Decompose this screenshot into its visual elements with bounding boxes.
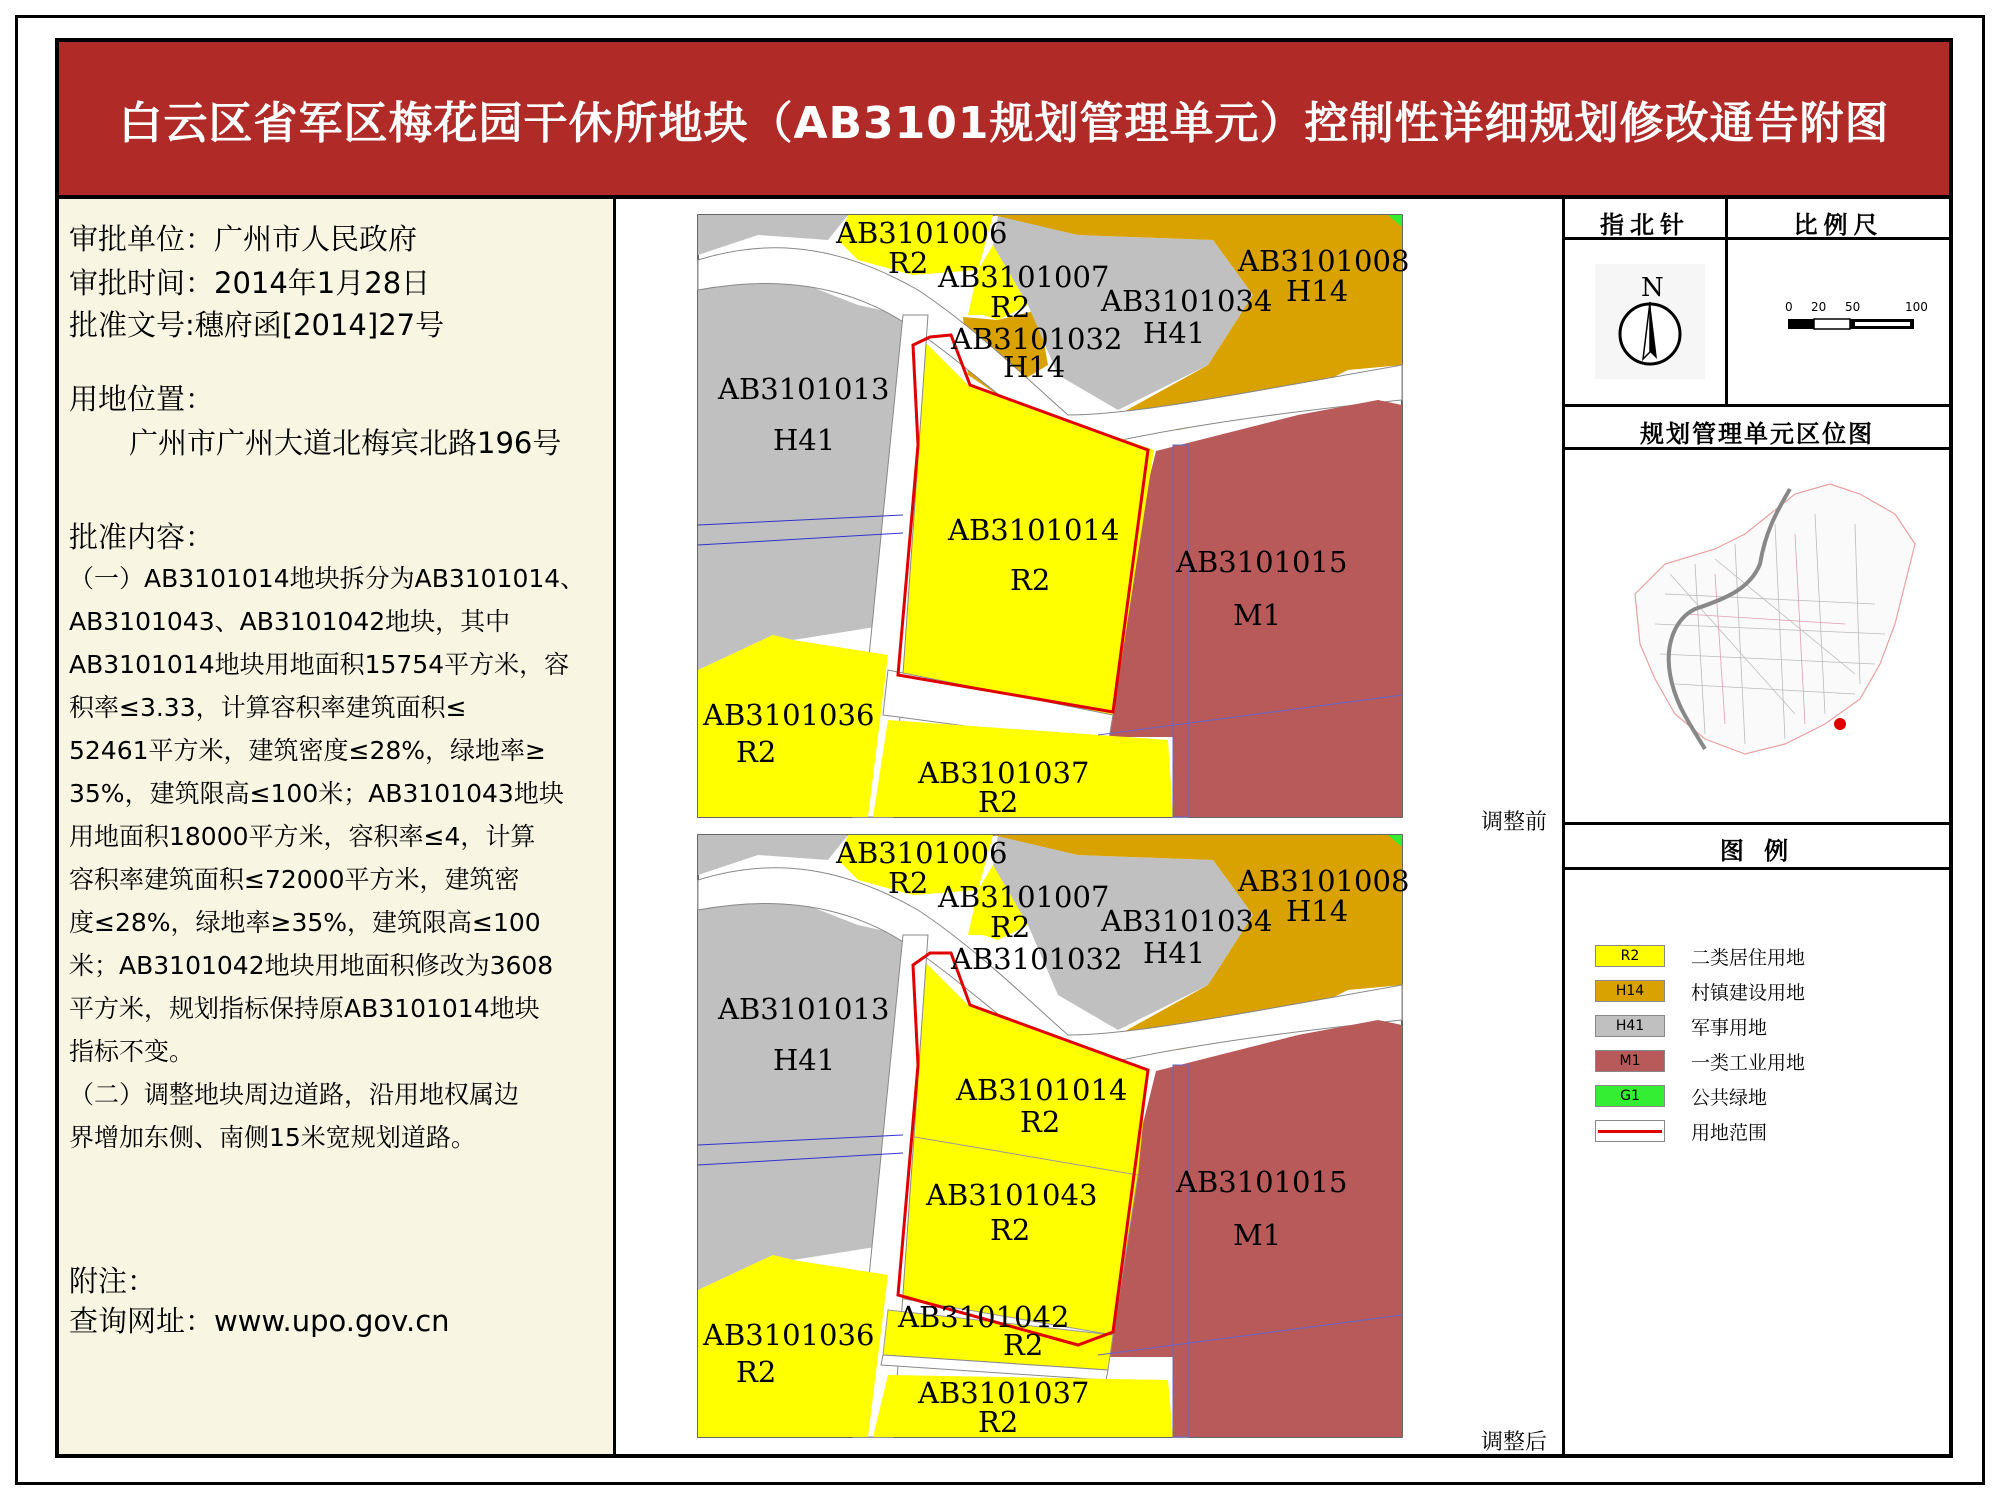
label-ab3101034-use: H41 bbox=[1143, 936, 1206, 970]
label-ab3101013-use: H41 bbox=[773, 1043, 836, 1077]
note-url: 查询网址：www.upo.gov.cn bbox=[69, 1304, 450, 1338]
legend-swatch-m1: M1 bbox=[1595, 1050, 1665, 1072]
label-ab3101032-use: H14 bbox=[1003, 350, 1066, 384]
label-ab3101037: AB3101037 bbox=[918, 756, 1090, 790]
content-line: 指标不变。 bbox=[69, 1037, 195, 1066]
label-ab3101042: AB3101042 bbox=[898, 1300, 1070, 1334]
header-rule bbox=[1565, 237, 1949, 240]
label-ab3101036: AB3101036 bbox=[703, 698, 875, 732]
label-ab3101006-use: R2 bbox=[888, 866, 929, 900]
label-ab3101034: AB3101034 bbox=[1101, 904, 1273, 938]
label-ab3101042-use: R2 bbox=[1003, 1328, 1044, 1362]
label-ab3101007: AB3101007 bbox=[938, 260, 1110, 294]
label-ab3101008-use: H14 bbox=[1286, 894, 1349, 928]
label-ab3101037-use: R2 bbox=[978, 1405, 1019, 1439]
label-ab3101008-use: H14 bbox=[1286, 274, 1349, 308]
label-ab3101036-use: R2 bbox=[736, 735, 777, 769]
legend-item-r2 bbox=[1595, 944, 1805, 968]
map-before bbox=[698, 215, 1410, 819]
legend-rule-bottom bbox=[1565, 867, 1949, 870]
label-ab3101015: AB3101015 bbox=[1176, 1165, 1348, 1199]
content-line: 容积率建筑面积≤72000平方米，建筑密 bbox=[69, 865, 520, 894]
content-label: 批准内容： bbox=[69, 520, 215, 554]
label-ab3101013: AB3101013 bbox=[718, 372, 890, 406]
legend-swatch-boundary bbox=[1595, 1120, 1665, 1142]
legend-label-boundary: 用地范围 bbox=[1691, 1121, 1768, 1144]
label-ab3101007-use: R2 bbox=[990, 290, 1031, 324]
map-sheet bbox=[55, 38, 1953, 1458]
label-ab3101036-use: R2 bbox=[736, 1355, 777, 1389]
boundary-line-sample bbox=[1598, 1130, 1662, 1133]
label-ab3101008: AB3101008 bbox=[1238, 244, 1410, 278]
legend-swatch-h14: H14 bbox=[1595, 980, 1665, 1002]
note-label: 附注： bbox=[69, 1264, 157, 1298]
label-ab3101015-use: M1 bbox=[1233, 1218, 1282, 1252]
north-header: 指北针 bbox=[1600, 211, 1690, 239]
legend-swatch-r2: R2 bbox=[1595, 945, 1665, 967]
legend-swatch-g1: G1 bbox=[1595, 1085, 1665, 1107]
road-m1-vertical bbox=[1173, 1065, 1188, 1437]
label-ab3101013-use: H41 bbox=[773, 423, 836, 457]
legend-label-g1: 公共绿地 bbox=[1691, 1086, 1768, 1109]
approval-doc: 批准文号:穗府函[2014]27号 bbox=[69, 308, 445, 342]
content-line: 52461平方米，建筑密度≤28%，绿地率≥ bbox=[69, 736, 546, 765]
content-line: AB3101014地块用地面积15754平方米，容 bbox=[69, 650, 570, 679]
title-bar bbox=[59, 42, 1949, 199]
content-line: 度≤28%，绿地率≥35%，建筑限高≤100 bbox=[69, 908, 541, 937]
label-ab3101037-use: R2 bbox=[978, 785, 1019, 819]
sheet-title: 白云区省军区梅花园干休所地块（AB3101规划管理单元）控制性详细规划修改通告附图 bbox=[118, 97, 1890, 149]
parcel-ab3101013 bbox=[698, 890, 903, 1290]
north-letter: N bbox=[1641, 273, 1664, 303]
map-after bbox=[698, 835, 1410, 1439]
approval-time: 审批时间：2014年1月28日 bbox=[69, 266, 431, 300]
legend-item-m1 bbox=[1595, 1049, 1805, 1073]
label-ab3101007-use: R2 bbox=[990, 910, 1031, 944]
legend-label-m1: 一类工业用地 bbox=[1691, 1051, 1806, 1074]
content-line: 35%，建筑限高≤100米；AB3101043地块 bbox=[69, 779, 564, 808]
label-ab3101014: AB3101014 bbox=[948, 513, 1120, 547]
caption-before: 调整前 bbox=[1481, 810, 1548, 835]
location-map-header: 规划管理单元区位图 bbox=[1640, 420, 1874, 448]
legend-item-g1 bbox=[1595, 1084, 1767, 1108]
legend-item-boundary bbox=[1595, 1119, 1767, 1143]
location-value: 广州市广州大道北梅宾北路196号 bbox=[129, 426, 562, 460]
legend-label-r2: 二类居住用地 bbox=[1691, 946, 1806, 969]
label-ab3101014-use: R2 bbox=[1010, 563, 1051, 597]
info-panel bbox=[59, 199, 616, 1454]
scale-tick-100: 100 bbox=[1905, 300, 1928, 314]
label-ab3101014: AB3101014 bbox=[956, 1073, 1128, 1107]
legend-label-h41: 军事用地 bbox=[1691, 1016, 1768, 1039]
scale-seg-4 bbox=[1855, 322, 1910, 326]
location-label: 用地位置： bbox=[69, 382, 215, 416]
parcel-ab3101013 bbox=[698, 270, 903, 670]
label-ab3101006-use: R2 bbox=[888, 246, 929, 280]
legend-rule-top bbox=[1565, 822, 1949, 825]
label-ab3101015-use: M1 bbox=[1233, 598, 1282, 632]
label-ab3101032: AB3101032 bbox=[951, 322, 1123, 356]
legend-header: 图 例 bbox=[1719, 837, 1795, 865]
label-ab3101032: AB3101032 bbox=[951, 942, 1123, 976]
scale-tick-0: 0 bbox=[1785, 300, 1793, 314]
maps-area bbox=[616, 199, 1562, 1454]
content-line: 界增加东侧、南侧15米宽规划道路。 bbox=[69, 1123, 476, 1152]
label-ab3101043-use: R2 bbox=[990, 1213, 1031, 1247]
north-arrow-icon bbox=[1595, 264, 1705, 379]
content-line: （一）AB3101014地块拆分为AB3101014、 bbox=[69, 564, 586, 593]
label-ab3101015: AB3101015 bbox=[1176, 545, 1348, 579]
location-rule-top bbox=[1565, 404, 1949, 407]
label-ab3101034: AB3101034 bbox=[1101, 284, 1273, 318]
scale-tick-50: 50 bbox=[1845, 300, 1861, 314]
label-ab3101037: AB3101037 bbox=[918, 1376, 1090, 1410]
location-rule-bottom bbox=[1565, 447, 1949, 450]
legend-item-h41 bbox=[1595, 1014, 1767, 1038]
label-ab3101006: AB3101006 bbox=[836, 836, 1008, 870]
label-ab3101006: AB3101006 bbox=[836, 216, 1008, 250]
content-line: 用地面积18000平方米，容积率≤4，计算 bbox=[69, 822, 536, 851]
location-marker bbox=[1834, 718, 1846, 730]
scale-tick-20: 20 bbox=[1811, 300, 1827, 314]
legend-label-h14: 村镇建设用地 bbox=[1691, 981, 1806, 1004]
north-scale-divider bbox=[1725, 199, 1728, 404]
content-line: 积率≤3.33，计算容积率建筑面积≤ bbox=[69, 693, 467, 722]
label-ab3101043: AB3101043 bbox=[926, 1178, 1098, 1212]
approval-unit: 审批单位：广州市人民政府 bbox=[69, 222, 418, 256]
label-ab3101007: AB3101007 bbox=[938, 880, 1110, 914]
scale-bar bbox=[1785, 299, 1928, 349]
label-ab3101034-use: H41 bbox=[1143, 316, 1206, 350]
content-line: AB3101043、AB3101042地块，其中 bbox=[69, 607, 511, 636]
right-panel bbox=[1562, 199, 1949, 1454]
content-line: 米；AB3101042地块用地面积修改为3608 bbox=[69, 951, 554, 980]
scale-header: 比例尺 bbox=[1793, 211, 1884, 239]
scale-seg-2 bbox=[1814, 319, 1850, 329]
scale-seg-1 bbox=[1788, 319, 1814, 329]
location-map bbox=[1595, 474, 1925, 784]
legend-swatch-h41: H41 bbox=[1595, 1015, 1665, 1037]
label-ab3101036: AB3101036 bbox=[703, 1318, 875, 1352]
content-line: （二）调整地块周边道路，沿用地权属边 bbox=[69, 1080, 520, 1109]
road-m1-vertical bbox=[1173, 445, 1188, 817]
label-ab3101013: AB3101013 bbox=[718, 992, 890, 1026]
content-line: 平方米，规划指标保持原AB3101014地块 bbox=[69, 994, 540, 1023]
legend-item-h14 bbox=[1595, 979, 1805, 1003]
label-ab3101014-use: R2 bbox=[1020, 1105, 1061, 1139]
label-ab3101008: AB3101008 bbox=[1238, 864, 1410, 898]
caption-after: 调整后 bbox=[1481, 1430, 1548, 1455]
